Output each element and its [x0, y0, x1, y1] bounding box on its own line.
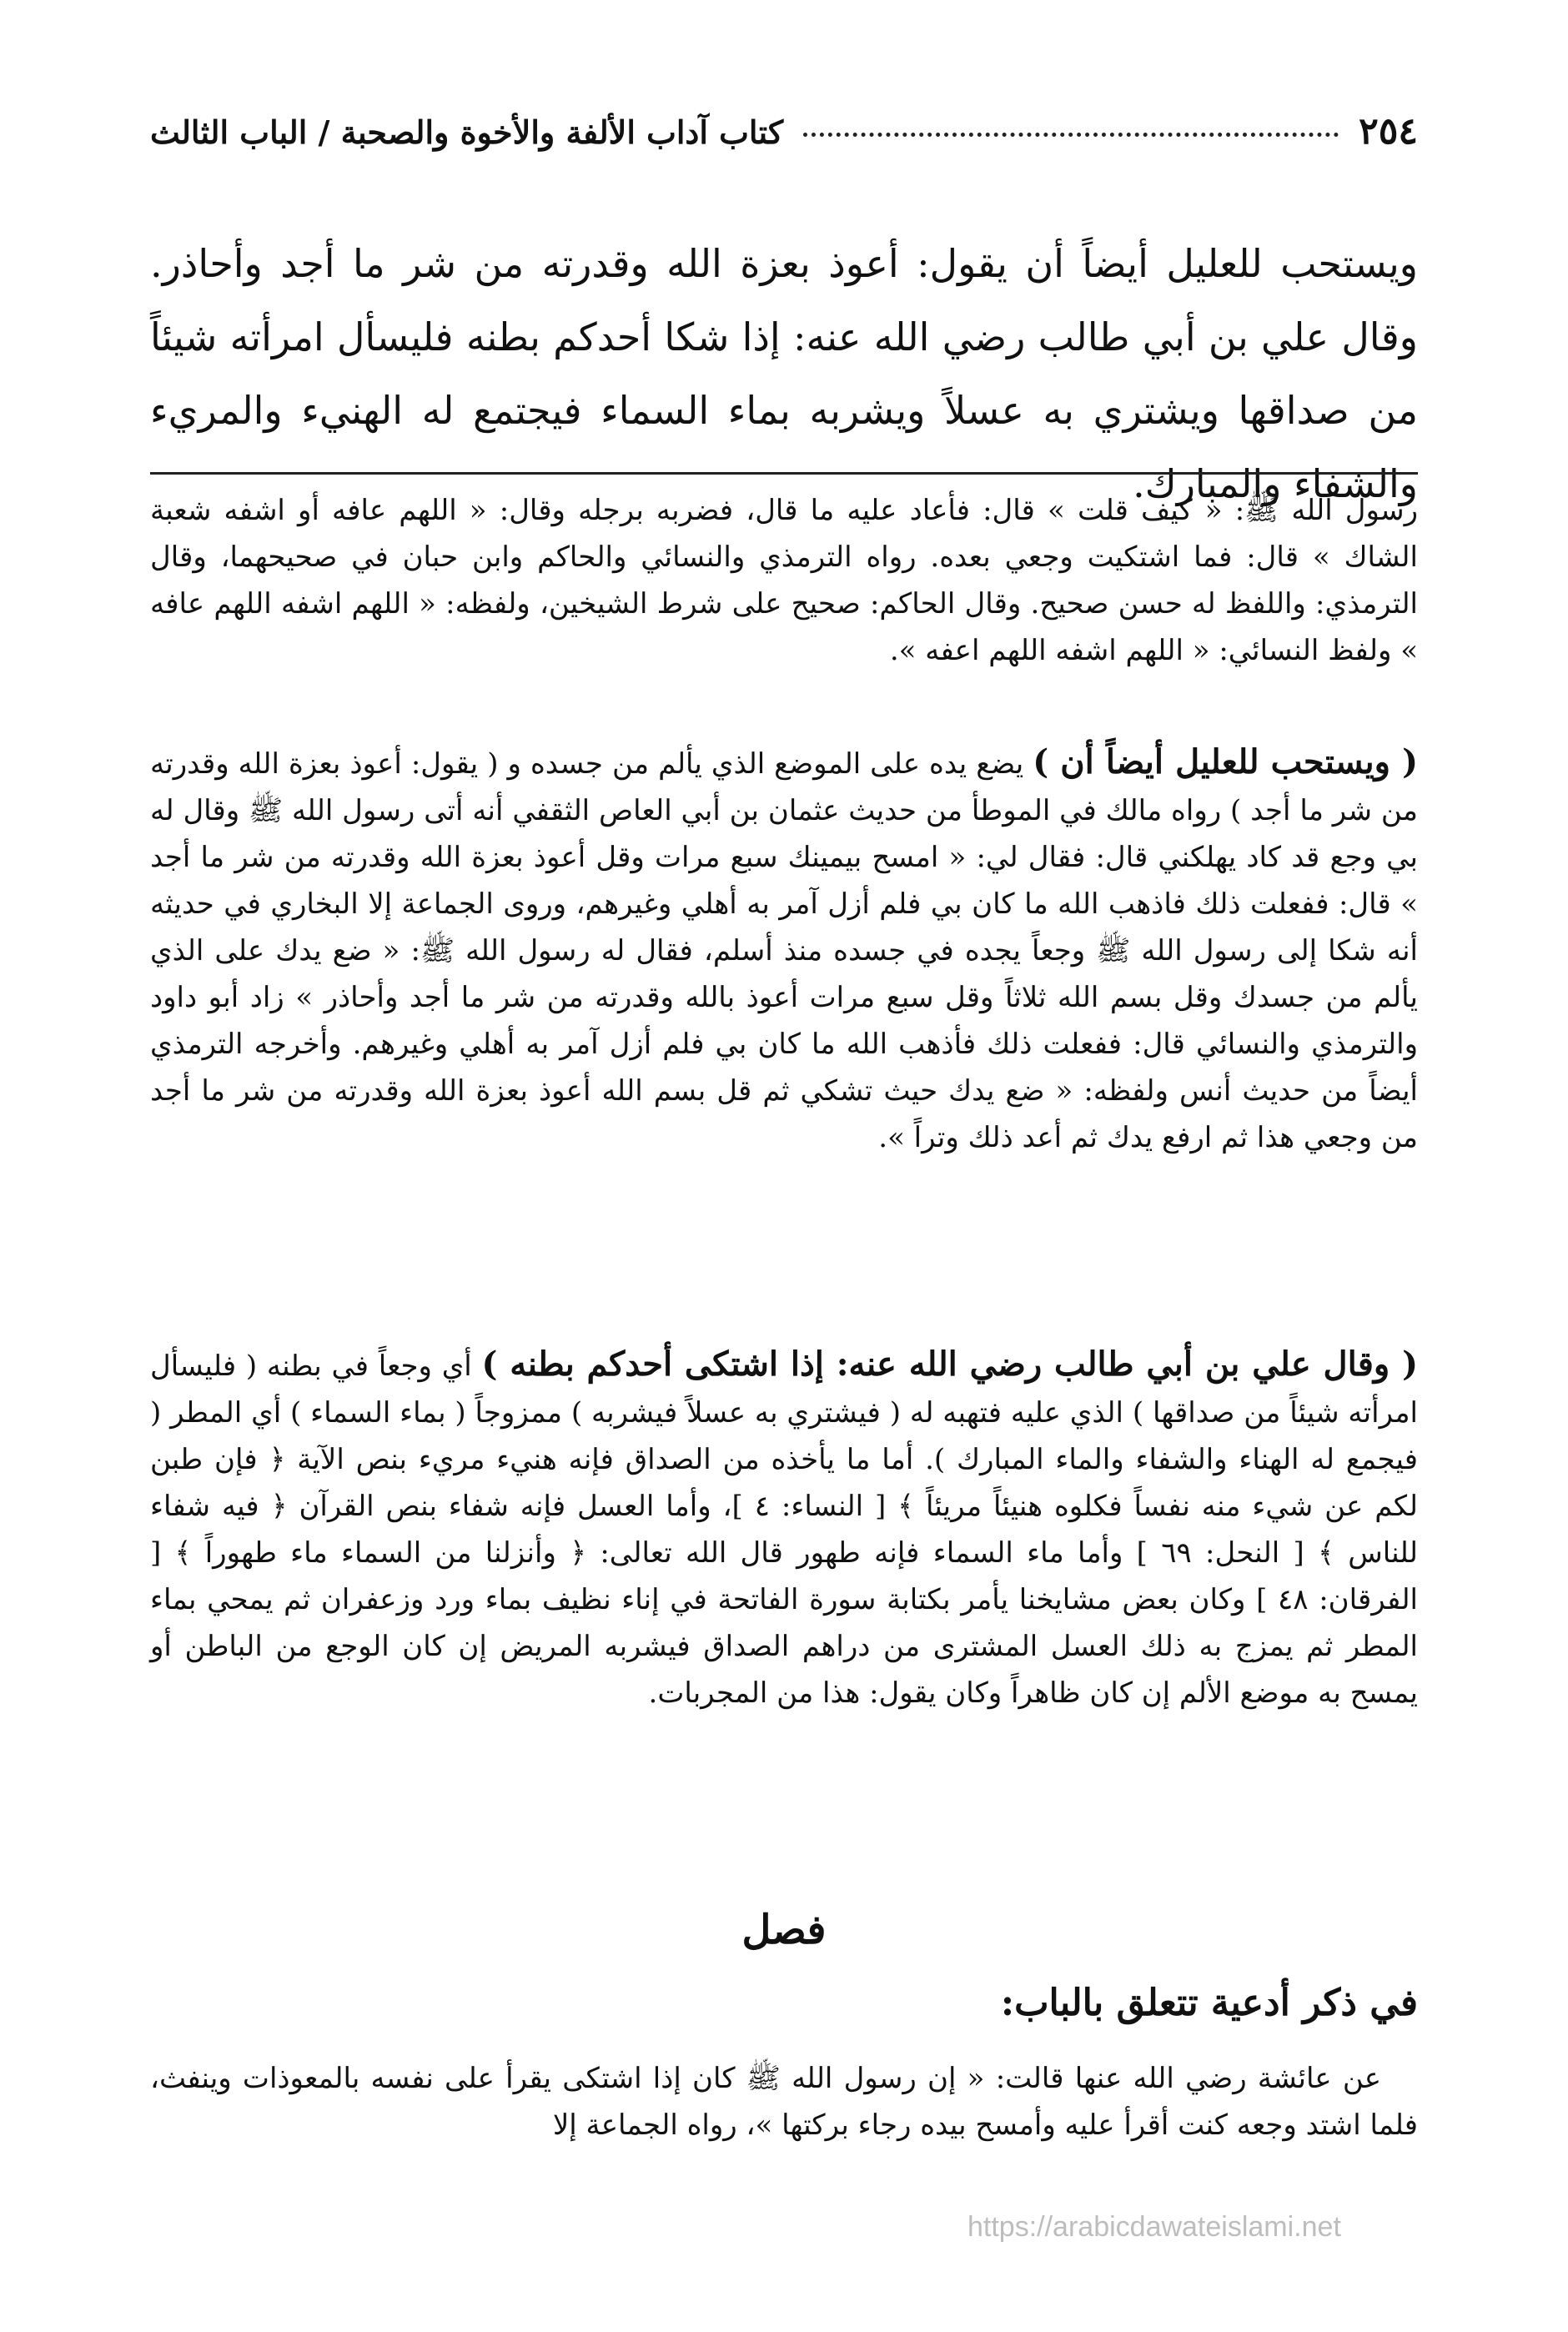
page-number: ٢٥٤: [1359, 110, 1418, 153]
commentary-text: أي وجعاً في بطنه ( فليسأل امرأته شيئاً من صداقها ) الذي عليه فتهبه له ( فيشتري به عسلاً فيشربه ) ممزوجاً ( بماء السماء ) أي المطر ( فيجمع له الهناء والشفاء والماء المبارك ). أما ما يأخذه من الصداق فإنه هنيء مريء بنص الآية ﴿ فإن طبن لكم عن شيء منه نفساً فكلوه هنيئاً مريئاً ﴾ [ النساء: ٤ ]، وأما العسل فإنه شفاء بنص القرآن ﴿ فيه شفاء للناس ﴾ [ النحل: ٦٩ ] وأما ماء السماء فإنه طهور قال الله تعالى: ﴿ وأنزلنا من السماء ماء طهوراً ﴾ [ الفرقان: ٤٨ ] وكان بعض مشايخنا يأمر بكتابة سورة الفاتحة في إناء نظيف بماء ورد وزعفران ثم يمحي بماء المطر ثم يمزج به ذلك العسل المشترى من دراهم الصداق فيشربه المريض إن كان الوجع من الباطن أو يمسح به موضع الألم إن كان ظاهراً وكان يقول: هذا من المجربات.: [150, 1349, 1419, 1710]
section-text: عن عائشة رضي الله عنها قالت: « إن رسول الله ﷺ كان إذا اشتكى يقرأ على نفسه بالمعوذات وينفث، فلما اشتد وجعه كنت أقرأ عليه وأمسح بيده رجاء بركتها »، رواه الجماعة إلا: [150, 2062, 1418, 2142]
main-text: ويستحب للعليل أيضاً أن يقول: أعوذ بعزة الله وقدرته من شر ما أجد وأحاذر. وقال علي بن أبي طالب رضي الله عنه: إذا شكا أحدكم بطنه فليسأل امرأته شيئاً من صداقها ويشتري به عسلاً ويشربه بماء السماء فيجتمع له الهنيء والمريء والشفاء والمبارك.: [150, 241, 1418, 506]
commentary-paragraph: [150, 739, 1418, 1161]
commentary-lead: ( وقال علي بن أبي طالب رضي الله عنه: إذا اشتكى أحدكم بطنه ): [481, 1344, 1418, 1384]
commentary-text: يضع يده على الموضع الذي يألم من جسده و ( يقول: أعوذ بعزة الله وقدرته من شر ما أجد ) رواه مالك في الموطأ من حديث عثمان بن أبي العاص الثقفي أنه أتى رسول الله ﷺ وقال له بي وجع قد كاد يهلكني قال: فقال لي: « امسح بيمينك سبع مرات وقل أعوذ بعزة الله وقدرته من شر ما أجد » قال: ففعلت ذلك فاذهب الله ما كان بي فلم أزل آمر به أهلي وغيرهم، وروى الجماعة إلا البخاري في حديثه أنه شكا إلى رسول الله ﷺ وجعاً يجده في جسده منذ أسلم، فقال له رسول الله ﷺ: « ضع يدك على الذي يألم من جسدك وقل بسم الله ثلاثاً وقل سبع مرات أعوذ بالله وقدرته من شر ما أجد وأحاذر » زاد أبو داود والترمذي والنسائي قال: ففعلت ذلك فأذهب الله ما كان بي فلم أزل آمر به أهلي وغيرهم. وأخرجه الترمذي أيضاً من حديث أنس ولفظه: « ضع يدك حيث تشكي ثم قل بسم الله أعوذ بعزة الله وقدرته من شر ما أجد من وجعي هذا ثم ارفع يدك ثم أعد ذلك وتراً ».: [150, 747, 1418, 1154]
header-dotted-leader: [803, 129, 1339, 137]
commentary-paragraph: [150, 1341, 1418, 1716]
footnote: رسول الله ﷺ: « كيف قلت » قال: فأعاد عليه ما قال، فضربه برجله وقال: « اللهم عافه أو اشفه شعبة الشاك » قال: فما اشتكيت وجعي بعده. رواه الترمذي والنسائي والحاكم وابن حبان في صحيحهما، وقال الترمذي: واللفظ له حسن صحيح. وقال الحاكم: صحيح على شرط الشيخين، ولفظه: « اللهم اشفه اللهم عافه » ولفظ النسائي: « اللهم اشفه اللهم اعفه ».: [150, 494, 1418, 667]
running-title: كتاب آداب الألفة والأخوة والصحبة / الباب الثالث: [150, 113, 784, 151]
section-title: فصل: [741, 1907, 827, 1953]
page-header: [150, 110, 1418, 153]
watermark-url: https://arabicdawateislami.net: [967, 2211, 1341, 2243]
commentary-lead: ( ويستحب للعليل أيضاً أن ): [1033, 742, 1418, 782]
section-subheading: في ذكر أدعية تتعلق بالباب:: [1000, 1982, 1418, 2024]
footnote-rule: [150, 472, 1418, 475]
